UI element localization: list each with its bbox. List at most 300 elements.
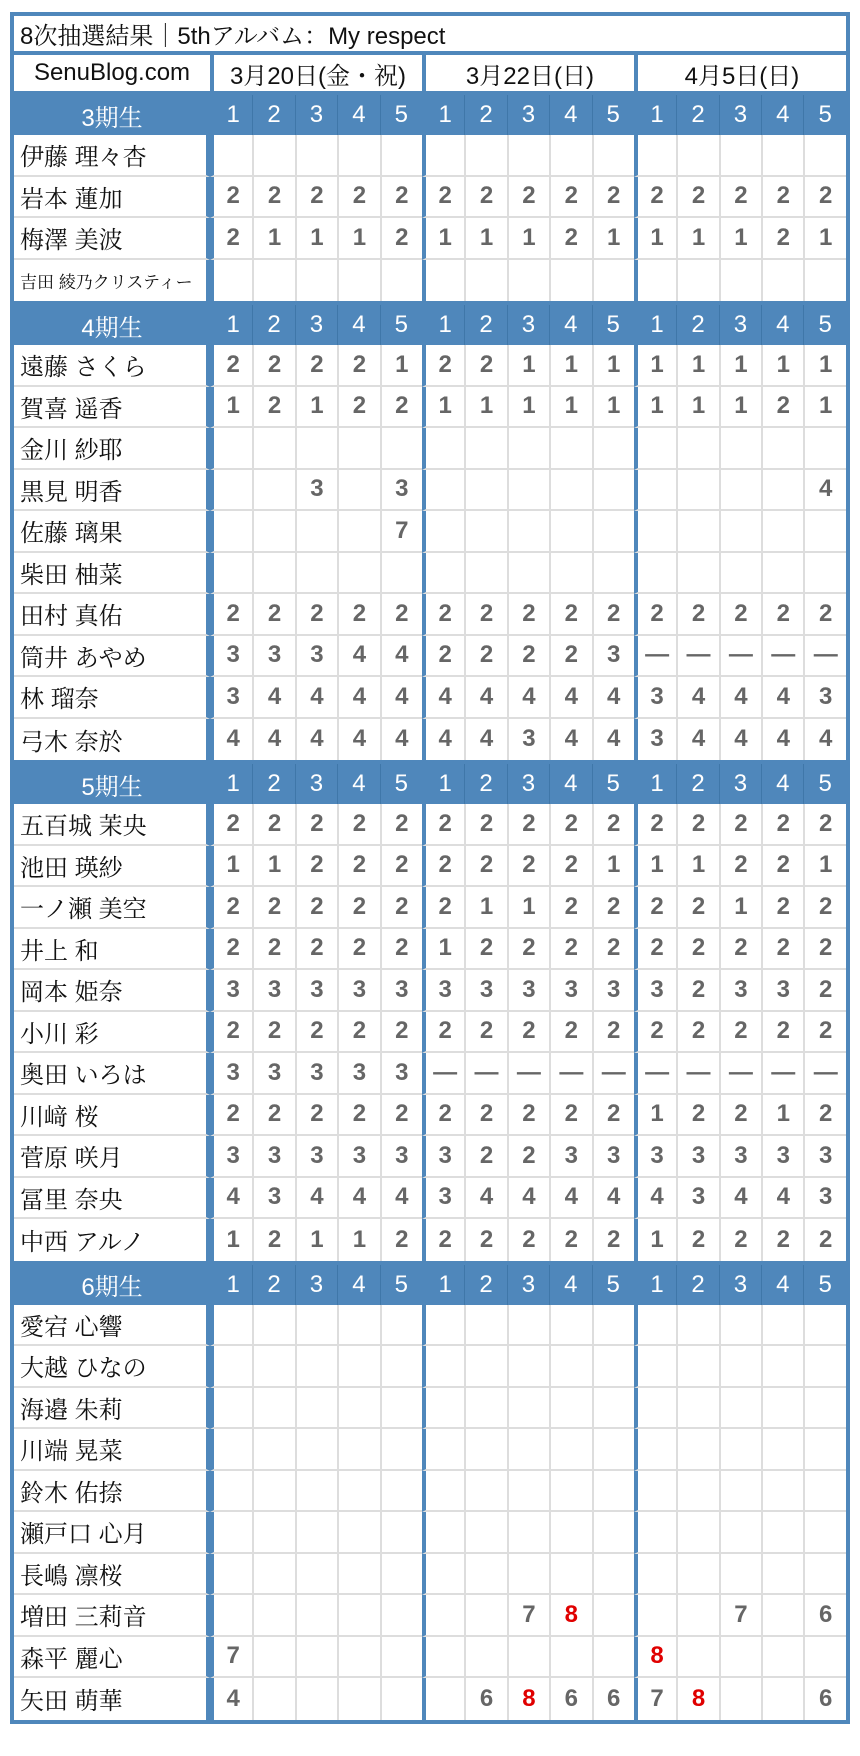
result-cell bbox=[803, 1305, 846, 1347]
result-cell bbox=[295, 511, 337, 553]
result-cell: 2 bbox=[507, 846, 549, 888]
member-row bbox=[14, 929, 846, 971]
result-cell: 7 bbox=[719, 1595, 761, 1637]
result-cell: 3 bbox=[337, 970, 379, 1012]
result-cell: 3 bbox=[252, 1136, 294, 1178]
result-cell: 1 bbox=[295, 218, 337, 260]
result-cell bbox=[252, 428, 294, 470]
result-cell: 2 bbox=[507, 1219, 549, 1261]
member-row bbox=[14, 1637, 846, 1679]
result-cell bbox=[592, 553, 634, 595]
result-cell: 4 bbox=[592, 677, 634, 719]
cohort-label: 4期生 bbox=[14, 305, 210, 345]
result-cell bbox=[210, 1512, 252, 1554]
result-cell bbox=[634, 135, 676, 177]
result-cell: 3 bbox=[422, 1136, 464, 1178]
result-cell bbox=[507, 511, 549, 553]
slot-number: 5 bbox=[592, 1265, 634, 1305]
slot-number: 5 bbox=[803, 764, 846, 804]
slot-number: 1 bbox=[422, 95, 464, 135]
result-cell: 2 bbox=[295, 345, 337, 387]
result-cell bbox=[507, 553, 549, 595]
result-cell: 3 bbox=[634, 1136, 676, 1178]
result-cell bbox=[761, 553, 803, 595]
result-cell: 2 bbox=[803, 177, 846, 219]
result-cell bbox=[507, 1346, 549, 1388]
result-cell bbox=[719, 260, 761, 302]
result-cell bbox=[422, 428, 464, 470]
result-cell: 3 bbox=[507, 970, 549, 1012]
result-cell bbox=[337, 1595, 379, 1637]
result-cell bbox=[337, 1512, 379, 1554]
result-cell bbox=[380, 1595, 422, 1637]
result-cell bbox=[549, 1305, 591, 1347]
result-cell bbox=[719, 1429, 761, 1471]
result-cell: — bbox=[803, 1053, 846, 1095]
result-cell bbox=[592, 1471, 634, 1513]
result-cell: 4 bbox=[549, 1178, 591, 1220]
result-cell: 2 bbox=[803, 970, 846, 1012]
result-cell bbox=[337, 1346, 379, 1388]
slot-number: 1 bbox=[422, 1265, 464, 1305]
member-row bbox=[14, 1053, 846, 1095]
result-cell: 1 bbox=[803, 218, 846, 260]
result-cell: — bbox=[676, 1053, 718, 1095]
result-cell: 2 bbox=[676, 804, 718, 846]
result-cell bbox=[761, 135, 803, 177]
result-cell bbox=[549, 260, 591, 302]
slot-number: 1 bbox=[210, 764, 252, 804]
result-cell bbox=[719, 428, 761, 470]
result-cell bbox=[803, 553, 846, 595]
result-cell: 1 bbox=[803, 345, 846, 387]
result-cell bbox=[634, 1554, 676, 1596]
result-cell: — bbox=[719, 636, 761, 678]
result-cell bbox=[507, 260, 549, 302]
member-name: 長嶋 凛桜 bbox=[14, 1554, 210, 1596]
result-cell: 8 bbox=[634, 1637, 676, 1679]
result-cell: 2 bbox=[676, 929, 718, 971]
result-cell bbox=[592, 1429, 634, 1471]
result-cell: 8 bbox=[676, 1678, 718, 1720]
member-name: 岡本 姫奈 bbox=[14, 970, 210, 1012]
result-cell: 1 bbox=[210, 1219, 252, 1261]
result-cell: 2 bbox=[592, 1219, 634, 1261]
result-cell: 2 bbox=[464, 636, 506, 678]
page-title: 8次抽選結果｜5thアルバム：My respect bbox=[14, 16, 846, 55]
result-cell: 2 bbox=[761, 594, 803, 636]
slot-number: 1 bbox=[634, 764, 676, 804]
result-cell: 7 bbox=[634, 1678, 676, 1720]
result-cell bbox=[337, 1554, 379, 1596]
result-cell: 2 bbox=[719, 804, 761, 846]
result-cell bbox=[507, 1637, 549, 1679]
slot-number: 4 bbox=[761, 305, 803, 345]
result-cell: 3 bbox=[803, 1136, 846, 1178]
result-cell: 2 bbox=[676, 887, 718, 929]
result-cell: 2 bbox=[422, 804, 464, 846]
slot-number: 5 bbox=[803, 95, 846, 135]
result-cell bbox=[380, 1471, 422, 1513]
result-cell bbox=[337, 1471, 379, 1513]
member-name: 五百城 茉央 bbox=[14, 804, 210, 846]
result-cell: 1 bbox=[252, 218, 294, 260]
result-cell: 3 bbox=[761, 1136, 803, 1178]
result-cell: 2 bbox=[634, 594, 676, 636]
result-cell: 2 bbox=[337, 594, 379, 636]
result-cell bbox=[210, 1305, 252, 1347]
result-cell: 4 bbox=[592, 1178, 634, 1220]
result-cell: 2 bbox=[592, 887, 634, 929]
result-cell: 2 bbox=[464, 1136, 506, 1178]
result-cell bbox=[592, 1512, 634, 1554]
result-cell bbox=[295, 1305, 337, 1347]
result-cell: 2 bbox=[210, 218, 252, 260]
result-cell bbox=[422, 1429, 464, 1471]
slot-number: 2 bbox=[464, 764, 506, 804]
result-cell: 2 bbox=[422, 1095, 464, 1137]
member-name: 梅澤 美波 bbox=[14, 218, 210, 260]
result-cell bbox=[676, 1388, 718, 1430]
result-cell: 2 bbox=[719, 1219, 761, 1261]
result-cell: 4 bbox=[337, 719, 379, 761]
result-cell: 2 bbox=[252, 345, 294, 387]
slot-number: 3 bbox=[719, 305, 761, 345]
result-cell bbox=[422, 1595, 464, 1637]
member-name: 菅原 咲月 bbox=[14, 1136, 210, 1178]
result-cell bbox=[803, 1429, 846, 1471]
slot-number: 1 bbox=[422, 305, 464, 345]
result-cell bbox=[210, 260, 252, 302]
member-row bbox=[14, 1595, 846, 1637]
result-cell bbox=[676, 428, 718, 470]
result-cell: 2 bbox=[380, 846, 422, 888]
result-cell bbox=[676, 135, 718, 177]
result-cell: 3 bbox=[634, 677, 676, 719]
member-name: 大越 ひなの bbox=[14, 1346, 210, 1388]
result-cell bbox=[337, 1429, 379, 1471]
result-cell: 1 bbox=[634, 846, 676, 888]
result-cell bbox=[719, 1388, 761, 1430]
result-cell: 2 bbox=[761, 929, 803, 971]
result-cell: 4 bbox=[676, 677, 718, 719]
member-row bbox=[14, 594, 846, 636]
result-cell bbox=[295, 553, 337, 595]
result-cell bbox=[634, 470, 676, 512]
result-cell bbox=[295, 1637, 337, 1679]
date-header-row bbox=[14, 55, 846, 91]
cohort-label: 5期生 bbox=[14, 764, 210, 804]
slot-number: 1 bbox=[210, 1265, 252, 1305]
result-cell bbox=[337, 470, 379, 512]
result-cell: 2 bbox=[380, 1012, 422, 1054]
slot-number: 5 bbox=[592, 95, 634, 135]
result-cell: 2 bbox=[507, 804, 549, 846]
result-cell bbox=[634, 511, 676, 553]
result-cell bbox=[676, 260, 718, 302]
result-cell bbox=[507, 470, 549, 512]
slot-number: 5 bbox=[803, 305, 846, 345]
member-name: 愛宕 心響 bbox=[14, 1305, 210, 1347]
result-cell: 4 bbox=[337, 677, 379, 719]
result-cell: 2 bbox=[634, 887, 676, 929]
result-cell: 2 bbox=[295, 846, 337, 888]
result-cell: 2 bbox=[719, 1012, 761, 1054]
result-cell bbox=[719, 553, 761, 595]
result-cell bbox=[549, 135, 591, 177]
slot-number: 2 bbox=[676, 1265, 718, 1305]
result-cell bbox=[252, 260, 294, 302]
result-cell bbox=[422, 1305, 464, 1347]
slot-number: 5 bbox=[380, 305, 422, 345]
result-cell bbox=[761, 1429, 803, 1471]
result-cell: 1 bbox=[676, 387, 718, 429]
result-cell bbox=[507, 1554, 549, 1596]
member-row bbox=[14, 719, 846, 761]
result-cell bbox=[719, 1554, 761, 1596]
result-cell: 4 bbox=[380, 636, 422, 678]
result-cell: 2 bbox=[719, 1095, 761, 1137]
member-name: 吉田 綾乃クリスティー bbox=[14, 260, 210, 302]
result-cell: 3 bbox=[676, 1178, 718, 1220]
result-cell bbox=[761, 1637, 803, 1679]
result-cell: 4 bbox=[337, 1178, 379, 1220]
date-header-3: 4月5日(日) bbox=[634, 55, 846, 91]
result-cell: 2 bbox=[210, 929, 252, 971]
result-cell: 4 bbox=[592, 719, 634, 761]
result-cell: 1 bbox=[210, 846, 252, 888]
result-cell: 2 bbox=[507, 929, 549, 971]
result-cell bbox=[422, 1678, 464, 1720]
result-cell: 2 bbox=[464, 929, 506, 971]
result-cell bbox=[549, 470, 591, 512]
result-cell bbox=[676, 1554, 718, 1596]
member-row bbox=[14, 1219, 846, 1261]
member-row bbox=[14, 177, 846, 219]
result-cell bbox=[803, 260, 846, 302]
result-cell bbox=[295, 428, 337, 470]
result-cell: 4 bbox=[803, 719, 846, 761]
result-cell bbox=[592, 470, 634, 512]
result-cell: 2 bbox=[803, 929, 846, 971]
result-cell: 1 bbox=[422, 218, 464, 260]
result-cell: 2 bbox=[761, 1219, 803, 1261]
result-cell: 3 bbox=[295, 470, 337, 512]
result-cell: 2 bbox=[337, 887, 379, 929]
member-row bbox=[14, 1305, 846, 1347]
result-cell bbox=[507, 1471, 549, 1513]
site-name: SenuBlog.com bbox=[14, 55, 210, 91]
result-cell bbox=[803, 511, 846, 553]
result-cell bbox=[549, 1429, 591, 1471]
result-cell bbox=[761, 1554, 803, 1596]
result-cell: — bbox=[761, 1053, 803, 1095]
result-cell bbox=[464, 511, 506, 553]
result-cell: 2 bbox=[507, 177, 549, 219]
result-cell: 2 bbox=[464, 594, 506, 636]
result-cell bbox=[422, 1471, 464, 1513]
result-cell: 2 bbox=[549, 177, 591, 219]
slot-number: 3 bbox=[507, 764, 549, 804]
slot-number: 1 bbox=[422, 764, 464, 804]
result-cell: 2 bbox=[252, 1095, 294, 1137]
result-cell bbox=[549, 553, 591, 595]
result-cell: 3 bbox=[337, 1136, 379, 1178]
result-cell: 2 bbox=[380, 1219, 422, 1261]
result-cell: — bbox=[507, 1053, 549, 1095]
result-cell: 4 bbox=[761, 677, 803, 719]
result-cell: 8 bbox=[507, 1678, 549, 1720]
result-cell: 2 bbox=[337, 804, 379, 846]
result-cell: 2 bbox=[592, 594, 634, 636]
result-cell: 3 bbox=[295, 636, 337, 678]
result-cell: 2 bbox=[380, 177, 422, 219]
member-name: 金川 紗耶 bbox=[14, 428, 210, 470]
result-cell bbox=[634, 1429, 676, 1471]
slot-number: 4 bbox=[337, 764, 379, 804]
result-cell bbox=[252, 1512, 294, 1554]
member-row bbox=[14, 345, 846, 387]
result-cell bbox=[337, 135, 379, 177]
result-cell: 2 bbox=[761, 804, 803, 846]
result-cell bbox=[634, 1471, 676, 1513]
cohort-header-row bbox=[14, 95, 846, 135]
slot-number: 3 bbox=[507, 1265, 549, 1305]
member-name: 賀喜 遥香 bbox=[14, 387, 210, 429]
result-cell: 4 bbox=[761, 719, 803, 761]
result-cell: 4 bbox=[380, 1178, 422, 1220]
result-cell bbox=[252, 1429, 294, 1471]
result-cell bbox=[549, 511, 591, 553]
slot-number: 4 bbox=[761, 95, 803, 135]
result-cell bbox=[422, 1346, 464, 1388]
result-cell: 3 bbox=[634, 970, 676, 1012]
result-cell: 2 bbox=[464, 846, 506, 888]
result-cell: 1 bbox=[634, 1219, 676, 1261]
result-cell: 4 bbox=[295, 719, 337, 761]
result-cell bbox=[634, 553, 676, 595]
result-cell: 1 bbox=[719, 887, 761, 929]
result-cell bbox=[549, 1388, 591, 1430]
result-cell: 6 bbox=[464, 1678, 506, 1720]
result-cell bbox=[592, 511, 634, 553]
result-cell: 3 bbox=[803, 677, 846, 719]
result-cell bbox=[507, 428, 549, 470]
result-cell: 6 bbox=[549, 1678, 591, 1720]
result-cell: 2 bbox=[337, 387, 379, 429]
slot-number: 4 bbox=[761, 764, 803, 804]
result-cell: 1 bbox=[676, 218, 718, 260]
member-row bbox=[14, 1012, 846, 1054]
slot-number: 4 bbox=[549, 305, 591, 345]
result-cell bbox=[422, 1512, 464, 1554]
result-cell bbox=[464, 1388, 506, 1430]
result-cell: 1 bbox=[464, 887, 506, 929]
result-cell: 2 bbox=[252, 1219, 294, 1261]
result-cell bbox=[295, 1346, 337, 1388]
result-cell: 1 bbox=[592, 846, 634, 888]
member-name: 小川 彩 bbox=[14, 1012, 210, 1054]
result-cell: 2 bbox=[210, 1095, 252, 1137]
result-cell bbox=[380, 1305, 422, 1347]
result-cell: 4 bbox=[295, 1178, 337, 1220]
slot-number: 1 bbox=[210, 305, 252, 345]
slot-number: 5 bbox=[803, 1265, 846, 1305]
member-row bbox=[14, 1554, 846, 1596]
result-cell: 3 bbox=[803, 1178, 846, 1220]
result-cell bbox=[803, 1346, 846, 1388]
result-cell: 4 bbox=[507, 677, 549, 719]
result-cell: 2 bbox=[380, 1095, 422, 1137]
date-header-1: 3月20日(金・祝) bbox=[210, 55, 422, 91]
member-row bbox=[14, 1136, 846, 1178]
result-cell bbox=[676, 1595, 718, 1637]
member-row bbox=[14, 887, 846, 929]
result-cell: 2 bbox=[634, 804, 676, 846]
slot-number: 3 bbox=[295, 1265, 337, 1305]
result-cell bbox=[295, 260, 337, 302]
result-cell: — bbox=[549, 1053, 591, 1095]
member-name: 鈴木 佑捺 bbox=[14, 1471, 210, 1513]
result-cell: 2 bbox=[337, 1012, 379, 1054]
result-cell: 1 bbox=[507, 218, 549, 260]
result-cell bbox=[380, 1554, 422, 1596]
result-cell bbox=[803, 1554, 846, 1596]
result-cell bbox=[210, 470, 252, 512]
result-cell bbox=[210, 1346, 252, 1388]
result-cell bbox=[337, 1305, 379, 1347]
member-row bbox=[14, 1178, 846, 1220]
result-cell: 2 bbox=[210, 1012, 252, 1054]
cohort-header-row bbox=[14, 1265, 846, 1305]
result-cell: 2 bbox=[719, 929, 761, 971]
result-cell bbox=[422, 260, 464, 302]
result-cell: 3 bbox=[252, 1178, 294, 1220]
result-cell: 2 bbox=[803, 1095, 846, 1137]
result-cell bbox=[252, 553, 294, 595]
result-cell: 4 bbox=[464, 1178, 506, 1220]
result-cell bbox=[422, 135, 464, 177]
result-cell bbox=[507, 1388, 549, 1430]
result-cell: 1 bbox=[719, 345, 761, 387]
slot-number: 4 bbox=[337, 95, 379, 135]
slot-number: 4 bbox=[549, 95, 591, 135]
member-row bbox=[14, 1471, 846, 1513]
result-cell: 3 bbox=[549, 970, 591, 1012]
result-cell bbox=[549, 428, 591, 470]
result-cell: 2 bbox=[676, 1219, 718, 1261]
date-header-2: 3月22日(日) bbox=[422, 55, 634, 91]
result-cell bbox=[592, 428, 634, 470]
result-cell: 2 bbox=[464, 345, 506, 387]
result-cell bbox=[380, 553, 422, 595]
result-cell bbox=[761, 1346, 803, 1388]
member-name: 遠藤 さくら bbox=[14, 345, 210, 387]
slot-number: 1 bbox=[634, 1265, 676, 1305]
result-cell: 2 bbox=[422, 594, 464, 636]
result-cell bbox=[252, 1595, 294, 1637]
result-cell bbox=[252, 1305, 294, 1347]
result-cell: 4 bbox=[210, 719, 252, 761]
slot-number: 3 bbox=[719, 95, 761, 135]
result-cell: 4 bbox=[549, 677, 591, 719]
result-cell: 1 bbox=[380, 345, 422, 387]
result-cell: 1 bbox=[592, 218, 634, 260]
member-name: 川端 晃菜 bbox=[14, 1429, 210, 1471]
result-cell: 1 bbox=[210, 387, 252, 429]
result-cell: 2 bbox=[337, 1095, 379, 1137]
result-cell bbox=[719, 511, 761, 553]
